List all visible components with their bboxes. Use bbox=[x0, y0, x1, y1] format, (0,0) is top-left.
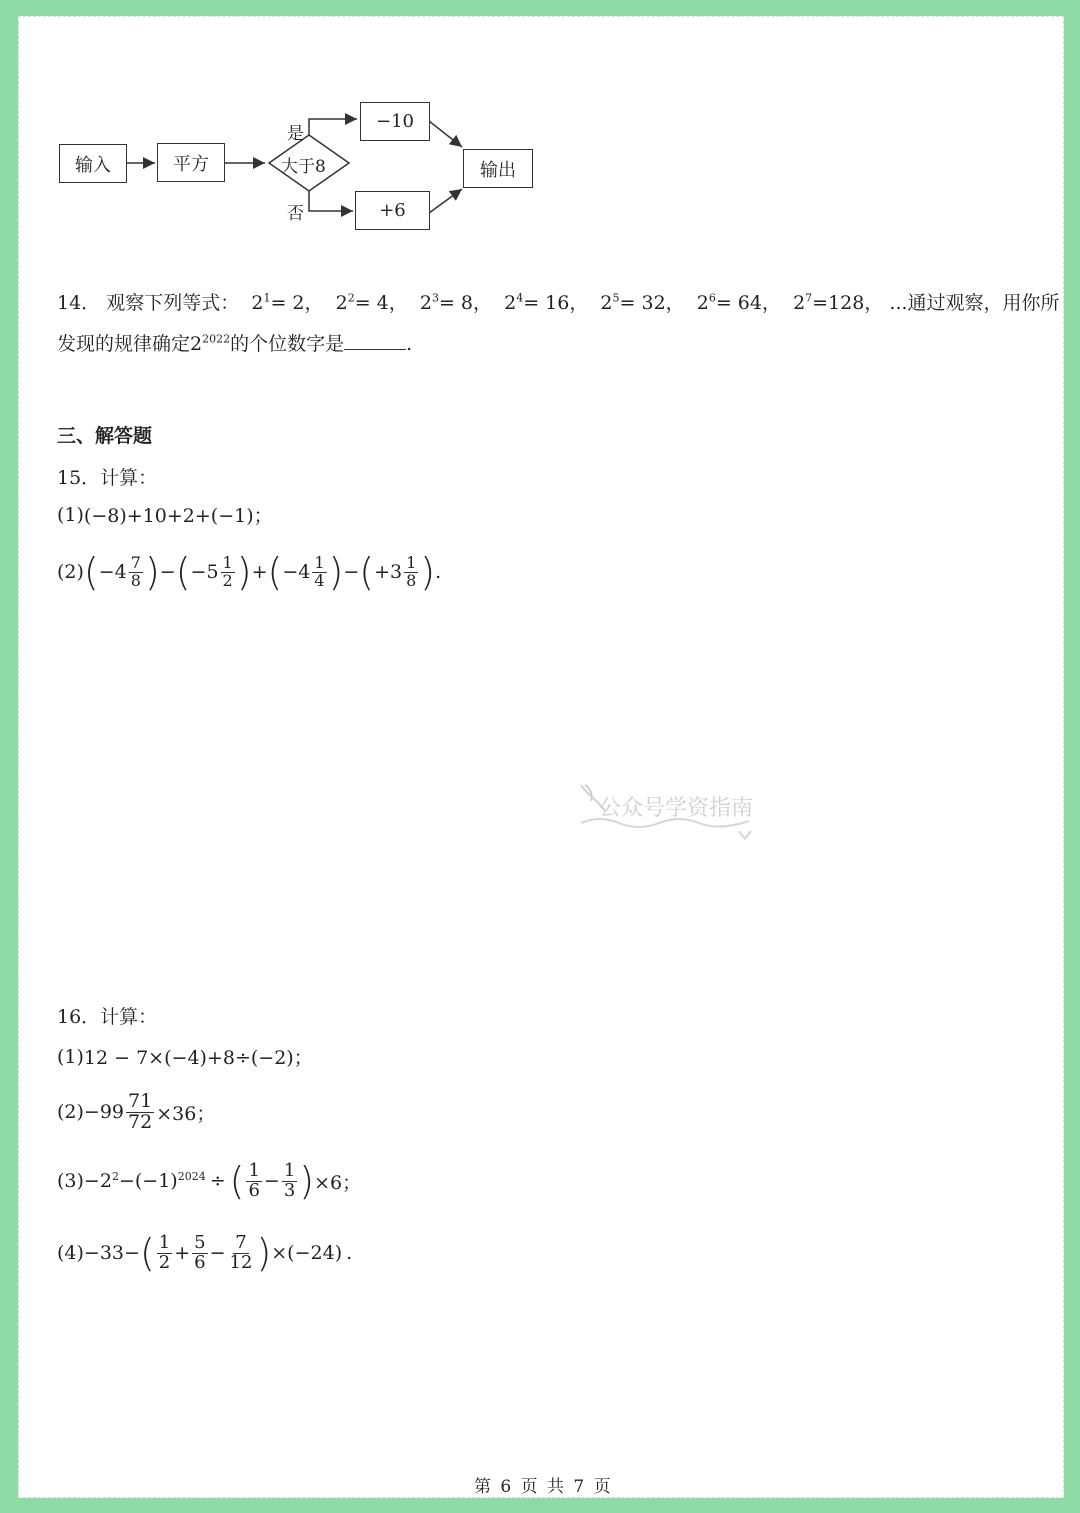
fraction: $\frac{71}{72}$ bbox=[128, 1090, 153, 1133]
q14-line2-a: 发现的规律确定 bbox=[57, 333, 191, 355]
flow-input-box bbox=[59, 144, 127, 183]
q16-p3-label: (3) bbox=[57, 1170, 84, 1193]
q14-power: $2^{2022}$ bbox=[190, 332, 231, 355]
q16-part3: (3) −2 $^2$ −(−1) $^{2024}$ ÷ ( $\frac{1}{6}$ − $\frac{1}{3}$ ) ×6； bbox=[57, 1159, 362, 1204]
flow-square-box bbox=[157, 143, 225, 182]
fraction: $\frac{1}{2}$ bbox=[222, 552, 233, 590]
q14-eq: $2^3= 8$， bbox=[419, 291, 492, 314]
q16-p4-label: (4) bbox=[57, 1242, 84, 1265]
flowchart-connectors bbox=[19, 17, 619, 257]
q14-eq: $2^7=128$， bbox=[793, 291, 884, 314]
q15-p1-label: (1) bbox=[57, 503, 84, 526]
q15-p1-expr: (−8)+10+2+(−1)； bbox=[83, 505, 273, 527]
flow-plus6-label: +6 bbox=[379, 200, 406, 221]
q14-line2-b: 的个位数字是 bbox=[230, 333, 345, 355]
flow-input-label: 输入 bbox=[75, 154, 111, 176]
q14-eq: $2^1= 2$， bbox=[251, 291, 324, 314]
fraction: $\frac{1}{2}$ bbox=[158, 1232, 171, 1273]
q16-part2: (2) −99 $\frac{71}{72}$ ×36； bbox=[57, 1090, 216, 1133]
fraction: $\frac{7}{8}$ bbox=[130, 552, 141, 590]
q16-part4: (4) −33− ( $\frac{1}{2}$ + $\frac{5}{6}$ − $\frac{7}{12}$ ) ×(−24) . bbox=[57, 1231, 353, 1276]
q16-p1-expr: 12 − 7×(−4)+8÷(−2)； bbox=[83, 1047, 313, 1069]
answer-blank bbox=[344, 333, 406, 350]
q16-part1 bbox=[57, 1043, 313, 1070]
page-number: 第 6 页 共 7 页 bbox=[474, 1477, 613, 1497]
fraction: $\frac{1}{3}$ bbox=[283, 1160, 296, 1201]
fraction: $\frac{1}{6}$ bbox=[248, 1160, 260, 1201]
q14-lead: 观察下列等式： bbox=[106, 292, 240, 314]
flow-yes-label: 是 bbox=[287, 124, 304, 144]
fraction: $\frac{7}{12}$ bbox=[229, 1232, 253, 1273]
q14-eq: $2^6= 64$， bbox=[696, 291, 781, 314]
fraction: $\frac{1}{4}$ bbox=[314, 552, 325, 590]
flowchart bbox=[19, 17, 619, 257]
flow-minus10-box bbox=[360, 102, 430, 141]
flow-plus6-box bbox=[355, 191, 430, 230]
wave-icon bbox=[579, 815, 759, 855]
flow-square-label: 平方 bbox=[173, 153, 209, 175]
fraction: $\frac{1}{8}$ bbox=[406, 552, 417, 590]
document-page bbox=[18, 16, 1064, 1498]
q14-tail: ...通过观察，用你所 bbox=[889, 292, 1060, 314]
q15-part1 bbox=[57, 501, 273, 528]
section-title: 三、解答题 bbox=[57, 425, 153, 447]
watermark-text: 公众号学资指南 bbox=[599, 796, 754, 821]
question-14-line1 bbox=[57, 288, 1060, 315]
q14-end: . bbox=[406, 333, 413, 355]
fraction: $\frac{5}{6}$ bbox=[194, 1232, 206, 1273]
watermark bbox=[599, 791, 753, 822]
q14-eq: $2^4= 16$， bbox=[504, 291, 589, 314]
q16-p2-label: (2) bbox=[57, 1101, 84, 1124]
q14-eq: $2^2= 4$， bbox=[335, 291, 408, 314]
q16-p1-label: (1) bbox=[57, 1045, 84, 1068]
flow-output-label: 输出 bbox=[480, 159, 516, 181]
question-14-line2 bbox=[57, 329, 412, 356]
flow-output-box bbox=[463, 149, 533, 188]
q14-eq: $2^5= 32$， bbox=[600, 291, 685, 314]
question-16-title: 16．计算： bbox=[57, 1006, 158, 1028]
flow-no-label: 否 bbox=[287, 204, 304, 224]
question-15-title: 15．计算： bbox=[57, 467, 158, 489]
flow-minus10-label: −10 bbox=[376, 111, 414, 132]
flow-condition-label: 大于8 bbox=[281, 157, 326, 177]
q15-part2: (2) ( −4 $\frac{7}{8}$ ) − ( −5 $\frac{1}{2}$ ) + ( −4 $\frac{1}{4}$ ) − ( +3 $\frac{1}{8}$ ) . bbox=[57, 550, 442, 594]
q14-number: 14． bbox=[57, 292, 101, 314]
q15-p2-label: (2) bbox=[57, 561, 84, 583]
